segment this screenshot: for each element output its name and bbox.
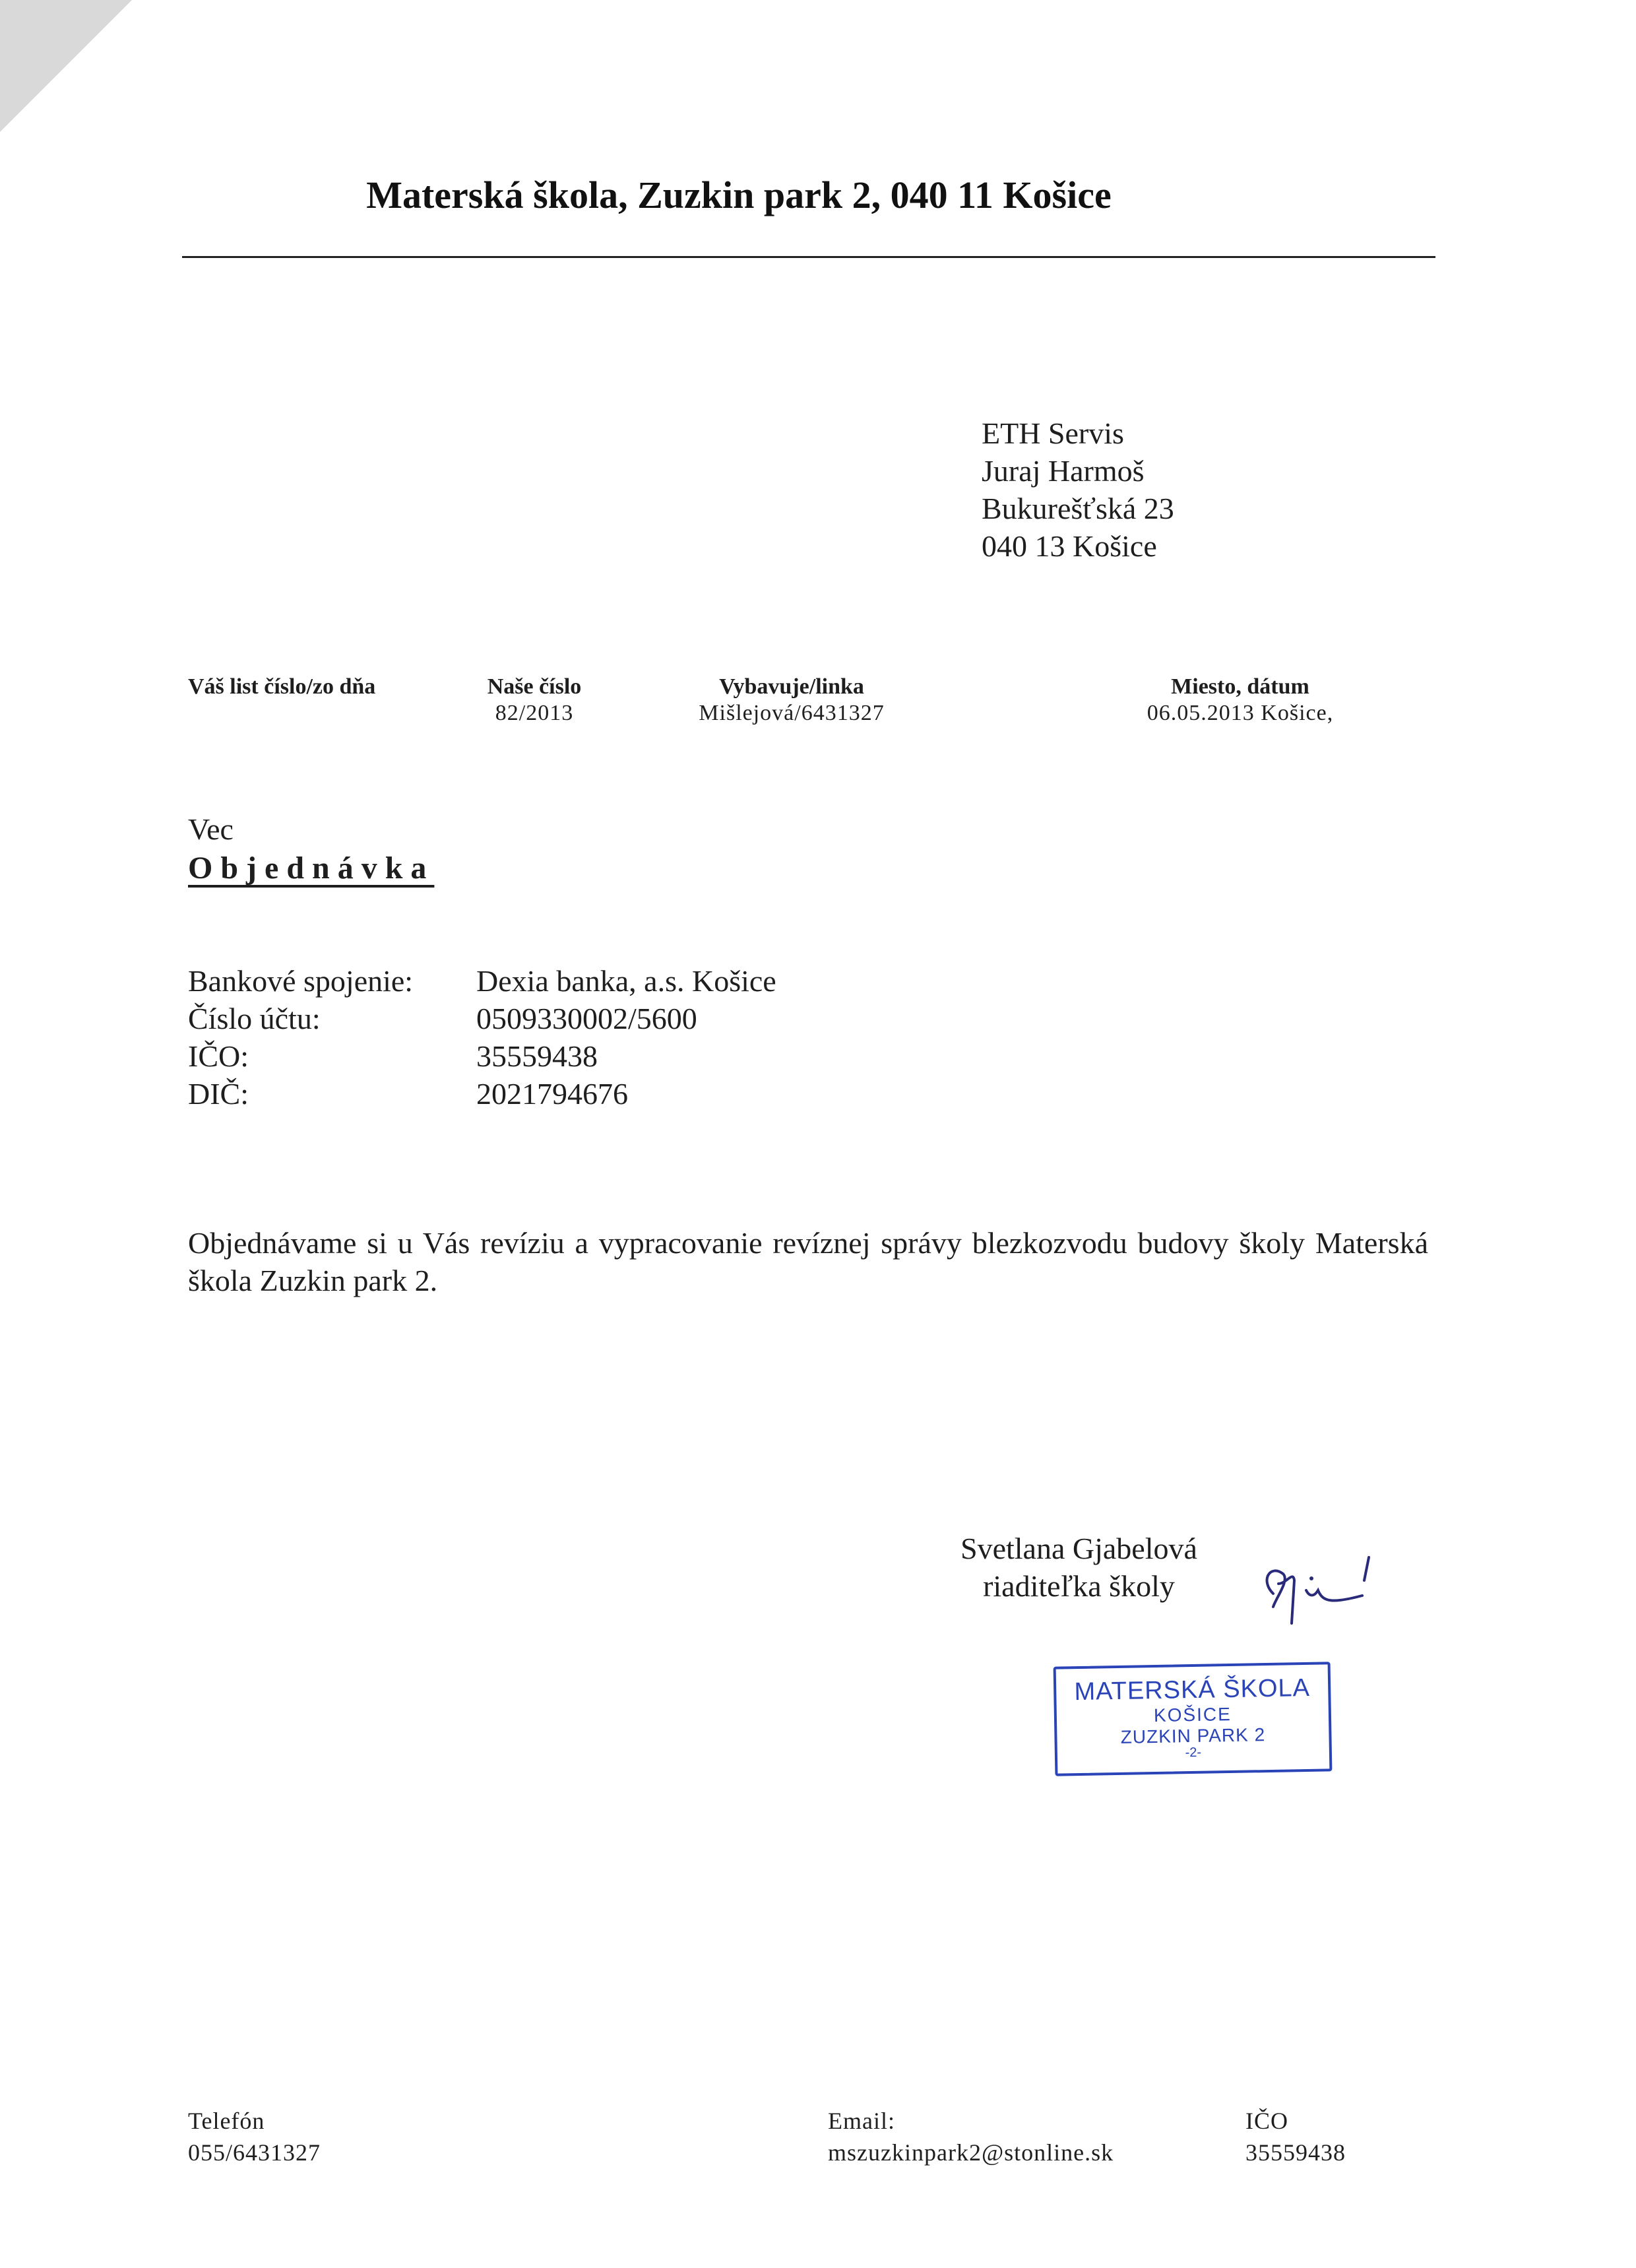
footer-phone-label: Telefón xyxy=(188,2108,265,2134)
your-letter-label: Váš list číslo/zo dňa xyxy=(188,674,376,699)
recipient-street: Bukurešťská 23 xyxy=(982,492,1174,525)
bank-connection-label: Bankové spojenie: xyxy=(188,964,414,998)
handwritten-signature xyxy=(1253,1544,1412,1630)
our-number-value: 82/2013 xyxy=(495,701,574,725)
letterhead-title: Materská škola, Zuzkin park 2, 040 11 Košice xyxy=(366,174,1112,216)
stamp-line-3: ZUZKIN PARK 2 xyxy=(1120,1724,1266,1747)
page-corner-fold xyxy=(0,0,132,132)
footer-phone-value: 055/6431327 xyxy=(188,2139,321,2166)
footer-ico xyxy=(1245,2105,1346,2168)
footer-email-value: mszuzkinpark2@stonline.sk xyxy=(828,2139,1114,2166)
handled-by-value: Mišlejová/6431327 xyxy=(699,701,885,725)
signatory-block xyxy=(960,1530,1197,1605)
subject-title: Objednávka xyxy=(188,851,435,886)
recipient-address xyxy=(982,414,1174,565)
bank-connection-value: Dexia banka, a.s. Košice xyxy=(476,964,776,998)
our-number-label: Naše číslo xyxy=(487,674,582,699)
subject-label: Vec xyxy=(188,812,234,846)
place-date-value: 06.05.2013 Košice, xyxy=(1147,701,1334,725)
place-date-column xyxy=(1108,674,1372,726)
bank-details-labels xyxy=(188,962,413,1113)
handled-by-label: Vybavuje/linka xyxy=(719,674,864,699)
recipient-company: ETH Servis xyxy=(982,416,1124,450)
footer-ico-label: IČO xyxy=(1245,2108,1288,2134)
bank-details-values xyxy=(476,962,776,1113)
stamp-line-1: MATERSKÁ ŠKOLA xyxy=(1074,1673,1311,1706)
dic-label: DIČ: xyxy=(188,1077,249,1111)
stamp-line-4: -2- xyxy=(1185,1745,1202,1761)
recipient-person: Juraj Harmoš xyxy=(982,454,1145,488)
ico-label: IČO: xyxy=(188,1039,249,1073)
account-number-value: 0509330002/5600 xyxy=(476,1002,697,1035)
footer-email-label: Email: xyxy=(828,2108,895,2134)
place-date-label: Miesto, dátum xyxy=(1171,674,1309,699)
footer-email xyxy=(828,2105,1114,2168)
handled-by-column xyxy=(666,674,917,726)
dic-value: 2021794676 xyxy=(476,1077,628,1111)
ico-value: 35559438 xyxy=(476,1039,598,1073)
recipient-city: 040 13 Košice xyxy=(982,529,1157,563)
footer-phone xyxy=(188,2105,321,2168)
stamp-line-2: KOŠICE xyxy=(1153,1703,1232,1726)
our-number-column xyxy=(462,674,607,726)
signatory-title: riaditeľka školy xyxy=(983,1569,1175,1603)
account-number-label: Číslo účtu: xyxy=(188,1002,321,1035)
school-stamp xyxy=(1054,1662,1333,1776)
footer-ico-value: 35559438 xyxy=(1245,2139,1346,2166)
signatory-name: Svetlana Gjabelová xyxy=(960,1532,1197,1565)
order-body-text: Objednávame si u Vás revíziu a vypracovanie revíznej správy blezkozvodu budovy školy Materská škola Zuzkin park 2. xyxy=(188,1226,1428,1297)
letterhead-divider xyxy=(182,256,1435,258)
